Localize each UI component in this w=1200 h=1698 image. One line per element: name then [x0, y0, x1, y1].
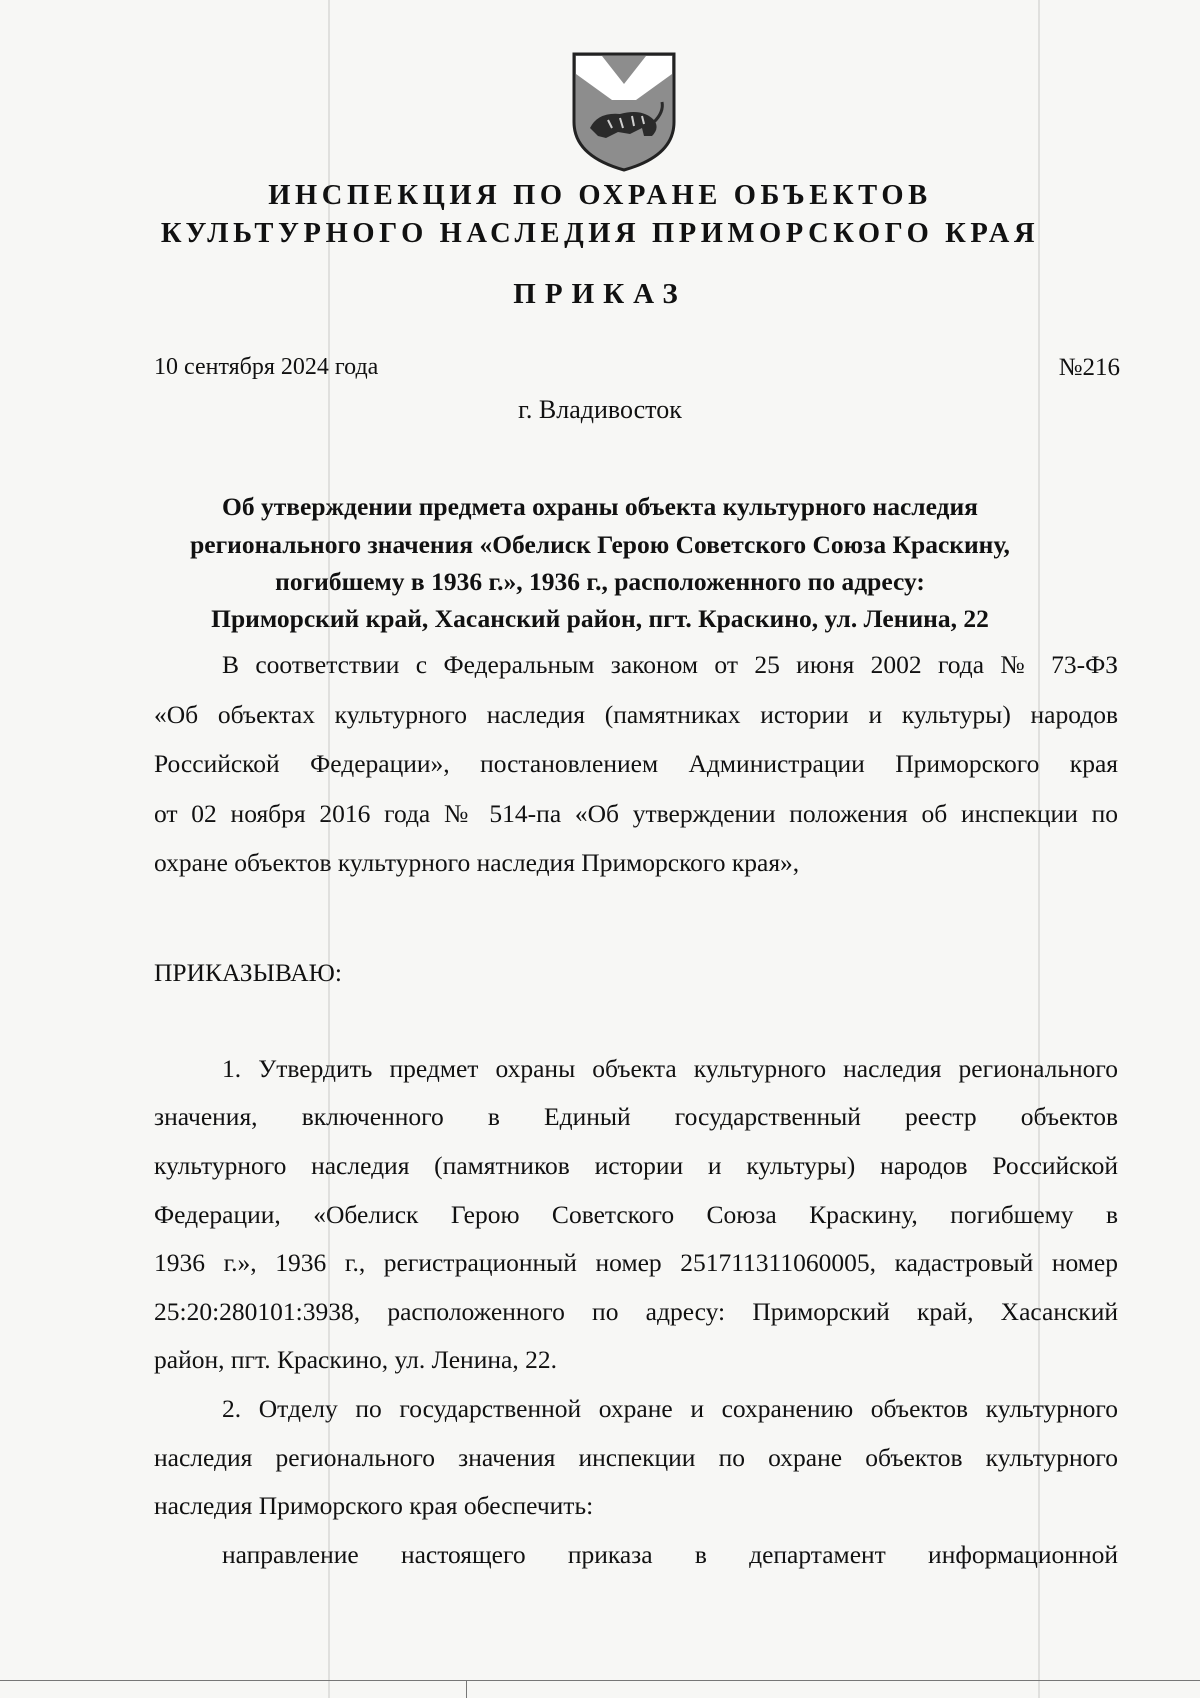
- org-name-line-2: КУЛЬТУРНОГО НАСЛЕДИЯ ПРИМОРСКОГО КРАЯ: [160, 218, 1040, 249]
- preamble-line: Российской Федерации», постановлением Администрации Приморского края: [154, 749, 1118, 778]
- clause-1-line: культурного наследия (памятников истории и культуры) народов Российской: [154, 1151, 1118, 1180]
- clause-1-line: район, пгт. Краскино, ул. Ленина, 22.: [154, 1345, 557, 1374]
- clause-1-line: Федерации, «Обелиск Герою Советского Союза Краскину, погибшему в: [154, 1200, 1118, 1229]
- scan-artifact-line: [328, 0, 330, 1698]
- order-word: ПРИКАЗЫВАЮ:: [154, 958, 342, 987]
- clause-2-line: наследия Приморского края обеспечить:: [154, 1491, 594, 1520]
- document-date: 10 сентября 2024 года: [154, 354, 379, 380]
- clause-1-line: значения, включенного в Единый государственный реестр объектов: [154, 1102, 1118, 1131]
- subject-line: Приморский край, Хасанский район, пгт. Краскино, ул. Ленина, 22: [211, 604, 989, 633]
- clause-2-line: 2. Отделу по государственной охране и сохранению объектов культурного: [222, 1394, 1118, 1423]
- page-bottom-rule: [0, 1680, 1200, 1681]
- org-name-line-1: ИНСПЕКЦИЯ ПО ОХРАНЕ ОБЪЕКТОВ: [268, 180, 932, 211]
- document-type: ПРИКАЗ: [513, 278, 687, 310]
- document-city: г. Владивосток: [518, 395, 682, 424]
- clause-1-line: 1. Утвердить предмет охраны объекта культурного наследия регионального: [222, 1054, 1118, 1083]
- page-bottom-tick: [466, 1680, 467, 1698]
- subject-line: Об утверждении предмета охраны объекта культурного наследия: [222, 492, 978, 521]
- clause-1-line: 25:20:280101:3938, расположенного по адресу: Приморский край, Хасанский: [154, 1297, 1118, 1326]
- primorsky-krai-coat-of-arms-icon: [568, 48, 680, 174]
- preamble-line: охране объектов культурного наследия Приморского края»,: [154, 848, 800, 877]
- clause-1-line: 1936 г.», 1936 г., регистрационный номер 251711311060005, кадастровый номер: [154, 1248, 1118, 1277]
- document-number: №216: [1058, 354, 1120, 381]
- preamble-line: В соответствии с Федеральным законом от 25 июня 2002 года № 73-ФЗ: [222, 650, 1118, 679]
- preamble-line: «Об объектах культурного наследия (памятниках истории и культуры) народов: [154, 700, 1118, 729]
- clause-2-line: наследия регионального значения инспекции по охране объектов культурного: [154, 1443, 1118, 1472]
- clause-2-line: направление настоящего приказа в департамент информационной: [222, 1540, 1118, 1569]
- preamble-line: от 02 ноября 2016 года № 514-па «Об утверждении положения об инспекции по: [154, 799, 1118, 828]
- subject-line: регионального значения «Обелиск Герою Советского Союза Краскину,: [190, 530, 1010, 559]
- scan-artifact-line: [1038, 0, 1040, 1698]
- subject-line: погибшему в 1936 г.», 1936 г., расположенного по адресу:: [275, 567, 925, 596]
